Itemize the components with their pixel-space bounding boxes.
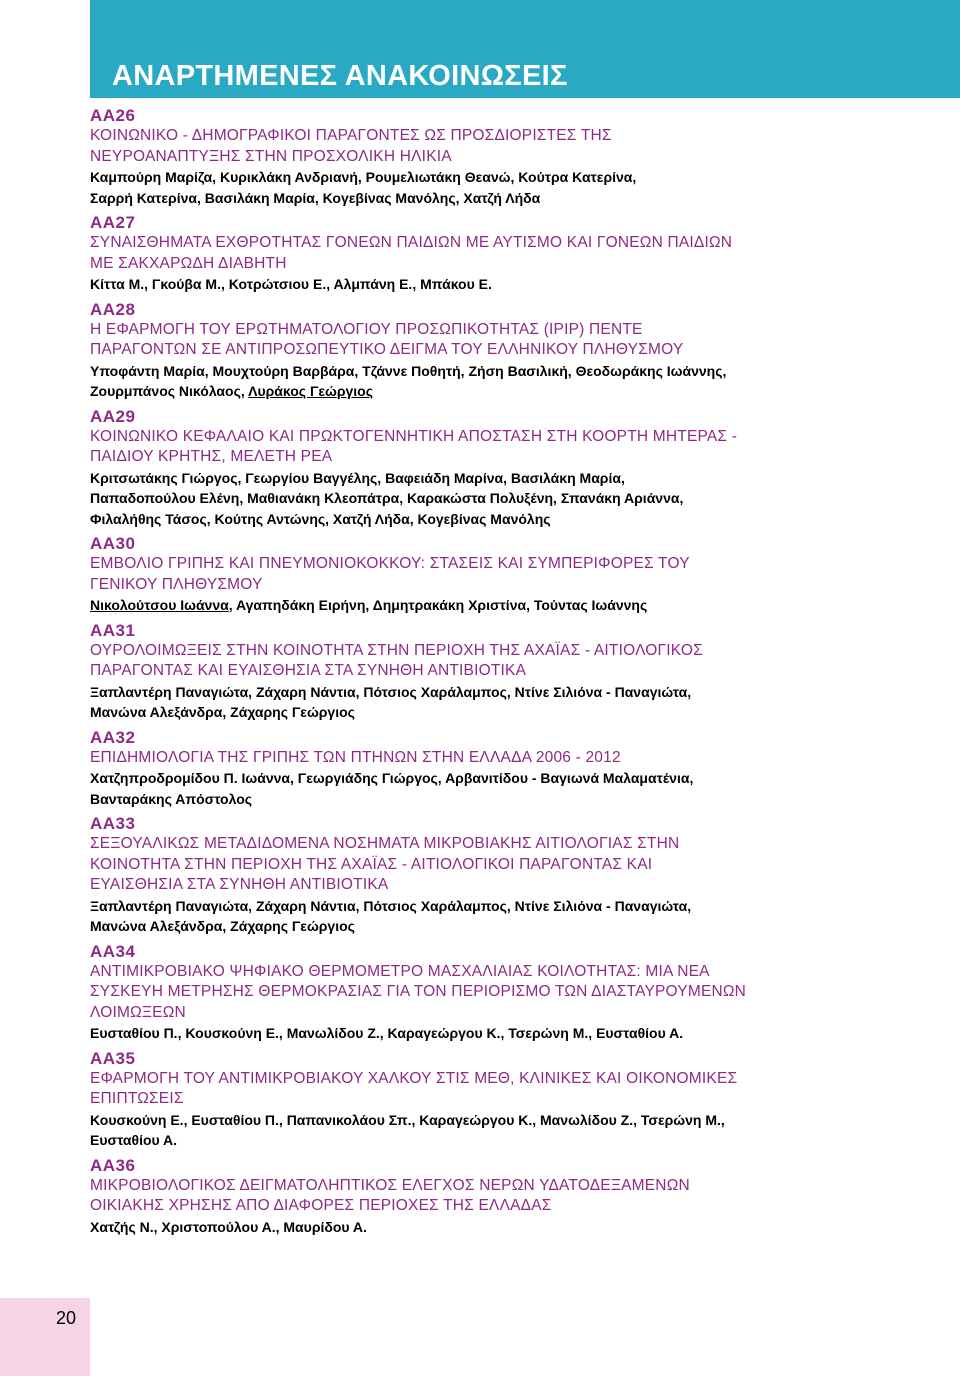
- author-names: , Αγαπηδάκη Ειρήνη, Δημητρακάκη Χριστίνα, Τούντας Ιωάννης: [228, 597, 648, 613]
- abstract-entry: [90, 300, 890, 402]
- abstract-title-line: ΚΟΙΝΩΝΙΚΟ - ΔΗΜΟΓΡΑΦΙΚΟΙ ΠΑΡΑΓΟΝΤΕΣ ΩΣ ΠΡΟΣΔΙΟΡΙΣΤΕΣ ΤΗΣ: [90, 127, 612, 144]
- author-names: Ζουρμπάνος Νικόλαος,: [90, 383, 249, 399]
- abstract-title-line: ΣΕΞΟΥΑΛΙΚΩΣ ΜΕΤΑΔΙΔΟΜΕΝΑ ΝΟΣΗΜΑΤΑ ΜΙΚΡΟΒΙΑΚΗΣ ΑΙΤΙΟΛΟΓΙΑΣ ΣΤΗΝ: [90, 835, 680, 852]
- abstract-entry: [90, 621, 890, 723]
- abstract-code: AA26: [90, 106, 136, 125]
- presenting-author: Λυράκος Γεώργιος: [248, 383, 374, 399]
- abstract-authors-line: Ξαπλαντέρη Παναγιώτα, Ζάχαρη Νάντια, Πότσιος Χαράλαμπος, Ντίνε Σιλιόνα - Παναγιώτα,: [90, 897, 692, 914]
- abstract-code: AA29: [90, 406, 136, 426]
- abstract-authors-line: [90, 595, 890, 616]
- abstract-code: AA27: [90, 213, 136, 232]
- abstract-title-line: Η ΕΦΑΡΜΟΓΗ ΤΟΥ ΕΡΩΤΗΜΑΤΟΛΟΓΙΟΥ ΠΡΟΣΩΠΙΚΟΤΗΤΑΣ (IPIP) ΠΕΝΤΕ: [90, 320, 643, 338]
- abstract-authors-line: Κίττα Μ., Γκούβα Μ., Κοτρώτσιου Ε., Αλμπάνη Ε., Μπάκου Ε.: [90, 276, 492, 292]
- abstract-authors-line: [90, 381, 890, 402]
- abstract-code: AA28: [90, 299, 136, 319]
- abstract-entry: [90, 942, 890, 1044]
- abstract-code: AA30: [90, 534, 136, 553]
- abstract-authors-line: Μανώνα Αλεξάνδρα, Ζάχαρης Γεώργιος: [90, 704, 355, 720]
- abstract-title-line: ΜΕ ΣΑΚΧΑΡΩΔΗ ΔΙΑΒΗΤΗ: [90, 254, 287, 272]
- abstract-title-line: ΕΠΙΔΗΜΙΟΛΟΓΙΑ ΤΗΣ ΓΡΙΠΗΣ ΤΩΝ ΠΤΗΝΩΝ ΣΤΗΝ ΕΛΛΑΔΑ 2006 - 2012: [90, 748, 621, 766]
- abstract-title-line: ΚΟΙΝΩΝΙΚΟ ΚΕΦΑΛΑΙΟ ΚΑΙ ΠΡΩΚΤΟΓΕΝΝΗΤΙΚΗ ΑΠΟΣΤΑΣΗ ΣΤΗ ΚΟΟΡΤΗ ΜΗΤΕΡΑΣ -: [90, 427, 738, 445]
- page-number-tab: [0, 1298, 90, 1376]
- abstract-entry: [90, 1049, 890, 1151]
- abstract-title-line: ΠΑΡΑΓΟΝΤΑΣ ΚΑΙ ΕΥΑΙΣΘΗΣΙΑ ΣΤΑ ΣΥΝΗΘΗ ΑΝΤΙΒΙΟΤΙΚΑ: [90, 662, 527, 679]
- abstract-authors-line: Ευσταθίου Π., Κουσκούνη Ε., Μανωλίδου Ζ., Καραγεώργου Κ., Τσερώνη Μ., Ευσταθίου Α.: [90, 1025, 684, 1041]
- abstract-entry: [90, 728, 890, 810]
- presenting-author: Νικολούτσου Ιωάννα: [90, 597, 229, 613]
- abstract-entry: [90, 106, 890, 208]
- page-number: 20: [56, 1308, 77, 1328]
- abstract-title-line: ΕΜΒΟΛΙΟ ΓΡΙΠΗΣ ΚΑΙ ΠΝΕΥΜΟΝΙΟΚΟΚΚΟΥ: ΣΤΑΣΕΙΣ ΚΑΙ ΣΥΜΠΕΡΙΦΟΡΕΣ ΤΟΥ: [90, 555, 690, 572]
- abstract-code: AA32: [90, 727, 136, 747]
- abstract-title-line: ΝΕΥΡΟΑΝΑΠΤΥΞΗΣ ΣΤΗΝ ΠΡΟΣΧΟΛΙΚΗ ΗΛΙΚΙΑ: [90, 147, 452, 165]
- abstract-entry: [90, 534, 890, 616]
- abstract-entry: [90, 407, 890, 530]
- section-title: ΑΝΑΡΤΗΜΕΝΕΣ ΑΝΑΚΟΙΝΩΣΕΙΣ: [112, 60, 568, 92]
- abstract-authors-line: Χατζηπροδρομίδου Π. Ιωάννα, Γεωργιάδης Γιώργος, Αρβανιτίδου - Βαγιωνά Μαλαματένια,: [90, 770, 694, 786]
- abstract-title-line: ΟΥΡΟΛΟΙΜΩΞΕΙΣ ΣΤΗΝ ΚΟΙΝΟΤΗΤΑ ΣΤΗΝ ΠΕΡΙΟΧΗ ΤΗΣ ΑΧΑΪΑΣ - ΑΙΤΙΟΛΟΓΙΚΟΣ: [90, 641, 703, 659]
- abstract-code: AA35: [90, 1048, 136, 1068]
- abstract-authors-line: Κριτσωτάκης Γιώργος, Γεωργίου Βαγγέλης, Βαφειάδη Μαρίνα, Βασιλάκη Μαρία,: [90, 469, 625, 486]
- abstract-authors-line: Βανταράκης Απόστολος: [90, 790, 253, 807]
- abstract-title-line: ΕΦΑΡΜΟΓΗ ΤΟΥ ΑΝΤΙΜΙΚΡΟΒΙΑΚΟΥ ΧΑΛΚΟΥ ΣΤΙΣ ΜΕΘ, ΚΛΙΝΙΚΕΣ ΚΑΙ ΟΙΚΟΝΟΜΙΚΕΣ: [90, 1069, 738, 1087]
- abstract-title-line: ΣΥΣΚΕΥΗ ΜΕΤΡΗΣΗΣ ΘΕΡΜΟΚΡΑΣΙΑΣ ΓΙΑ ΤΟΝ ΠΕΡΙΟΡΙΣΜΟ ΤΩΝ ΔΙΑΣΤΑΥΡΟΥΜΕΝΩΝ: [90, 983, 747, 1000]
- abstract-entry: [90, 1156, 890, 1238]
- abstract-title-line: ΠΑΡΑΓΟΝΤΩΝ ΣΕ ΑΝΤΙΠΡΟΣΩΠΕΥΤΙΚΟ ΔΕΙΓΜΑ ΤΟΥ ΕΛΛΗΝΙΚΟΥ ΠΛΗΘΥΣΜΟΥ: [90, 341, 684, 358]
- abstract-list: [90, 106, 890, 1242]
- abstract-authors-line: Μανώνα Αλεξάνδρα, Ζάχαρης Γεώργιος: [90, 918, 355, 934]
- abstract-authors-line: Χατζής Ν., Χριστοπούλου Α., Μαυρίδου Α.: [90, 1218, 367, 1235]
- abstract-authors-line: Υποφάντη Μαρία, Μουχτούρη Βαρβάρα, Τζάννε Ποθητή, Ζήση Βασιλική, Θεοδωράκης Ιωάννης,: [90, 362, 727, 379]
- abstract-code: AA31: [90, 620, 136, 640]
- abstract-title-line: ΠΑΙΔΙΟΥ ΚΡΗΤΗΣ, ΜΕΛΕΤΗ ΡΕΑ: [90, 448, 333, 465]
- abstract-title-line: ΕΥΑΙΣΘΗΣΙΑ ΣΤΑ ΣΥΝΗΘΗ ΑΝΤΙΒΙΟΤΙΚΑ: [90, 876, 389, 893]
- abstract-title-line: ΣΥΝΑΙΣΘΗΜΑΤΑ ΕΧΘΡΟΤΗΤΑΣ ΓΟΝΕΩΝ ΠΑΙΔΙΩΝ ΜΕ ΑΥΤΙΣΜΟ ΚΑΙ ΓΟΝΕΩΝ ΠΑΙΔΙΩΝ: [90, 234, 733, 251]
- abstract-entry: [90, 213, 890, 295]
- abstract-authors-line: Ξαπλαντέρη Παναγιώτα, Ζάχαρη Νάντια, Πότσιος Χαράλαμπος, Ντίνε Σιλιόνα - Παναγιώτα,: [90, 683, 692, 700]
- abstract-authors-line: Παπαδοπούλου Ελένη, Μαθιανάκη Κλεοπάτρα, Καρακώστα Πολυξένη, Σπανάκη Αριάννα,: [90, 490, 684, 506]
- abstract-authors-line: Καμπούρη Μαρίζα, Κυρικλάκη Ανδριανή, Ρουμελιωτάκη Θεανώ, Κούτρα Κατερίνα,: [90, 169, 637, 185]
- abstract-authors-line: Ευσταθίου Α.: [90, 1132, 178, 1148]
- abstract-title-line: ΕΠΙΠΤΩΣΕΙΣ: [90, 1090, 184, 1107]
- abstract-authors-line: Σαρρή Κατερίνα, Βασιλάκη Μαρία, Κογεβίνας Μανόλης, Χατζή Λήδα: [90, 189, 541, 206]
- abstract-title-line: ΟΙΚΙΑΚΗΣ ΧΡΗΣΗΣ ΑΠΟ ΔΙΑΦΟΡΕΣ ΠΕΡΙΟΧΕΣ ΤΗΣ ΕΛΛΑΔΑΣ: [90, 1197, 552, 1214]
- abstract-entry: [90, 814, 890, 937]
- abstract-authors-line: Φιλαλήθης Τάσος, Κούτης Αντώνης, Χατζή Λήδα, Κογεβίνας Μανόλης: [90, 510, 551, 527]
- abstract-authors-line: Κουσκούνη Ε., Ευσταθίου Π., Παπανικολάου Σπ., Καραγεώργου Κ., Μανωλίδου Ζ., Τσερώνη Μ.,: [90, 1111, 725, 1128]
- abstract-title-line: ΑΝΤΙΜΙΚΡΟΒΙΑΚΟ ΨΗΦΙΑΚΟ ΘΕΡΜΟΜΕΤΡΟ ΜΑΣΧΑΛΙΑΙΑΣ ΚΟΙΛΟΤΗΤΑΣ: ΜΙΑ ΝΕΑ: [90, 962, 710, 980]
- abstract-title-line: ΚΟΙΝΟΤΗΤΑ ΣΤΗΝ ΠΕΡΙΟΧΗ ΤΗΣ ΑΧΑΪΑΣ - ΑΙΤΙΟΛΟΓΙΚΟΙ ΠΑΡΑΓΟΝΤΑΣ ΚΑΙ: [90, 855, 653, 873]
- abstract-code: AA33: [90, 814, 136, 833]
- abstract-code: AA36: [90, 1155, 136, 1175]
- abstract-title-line: ΛΟΙΜΩΞΕΩΝ: [90, 1003, 186, 1021]
- abstract-title-line: ΜΙΚΡΟΒΙΟΛΟΓΙΚΟΣ ΔΕΙΓΜΑΤΟΛΗΠΤΙΚΟΣ ΕΛΕΓΧΟΣ ΝΕΡΩΝ ΥΔΑΤΟΔΕΞΑΜΕΝΩΝ: [90, 1176, 690, 1194]
- abstract-code: AA34: [90, 941, 136, 961]
- abstract-title-line: ΓΕΝΙΚΟΥ ΠΛΗΘΥΣΜΟΥ: [90, 575, 263, 593]
